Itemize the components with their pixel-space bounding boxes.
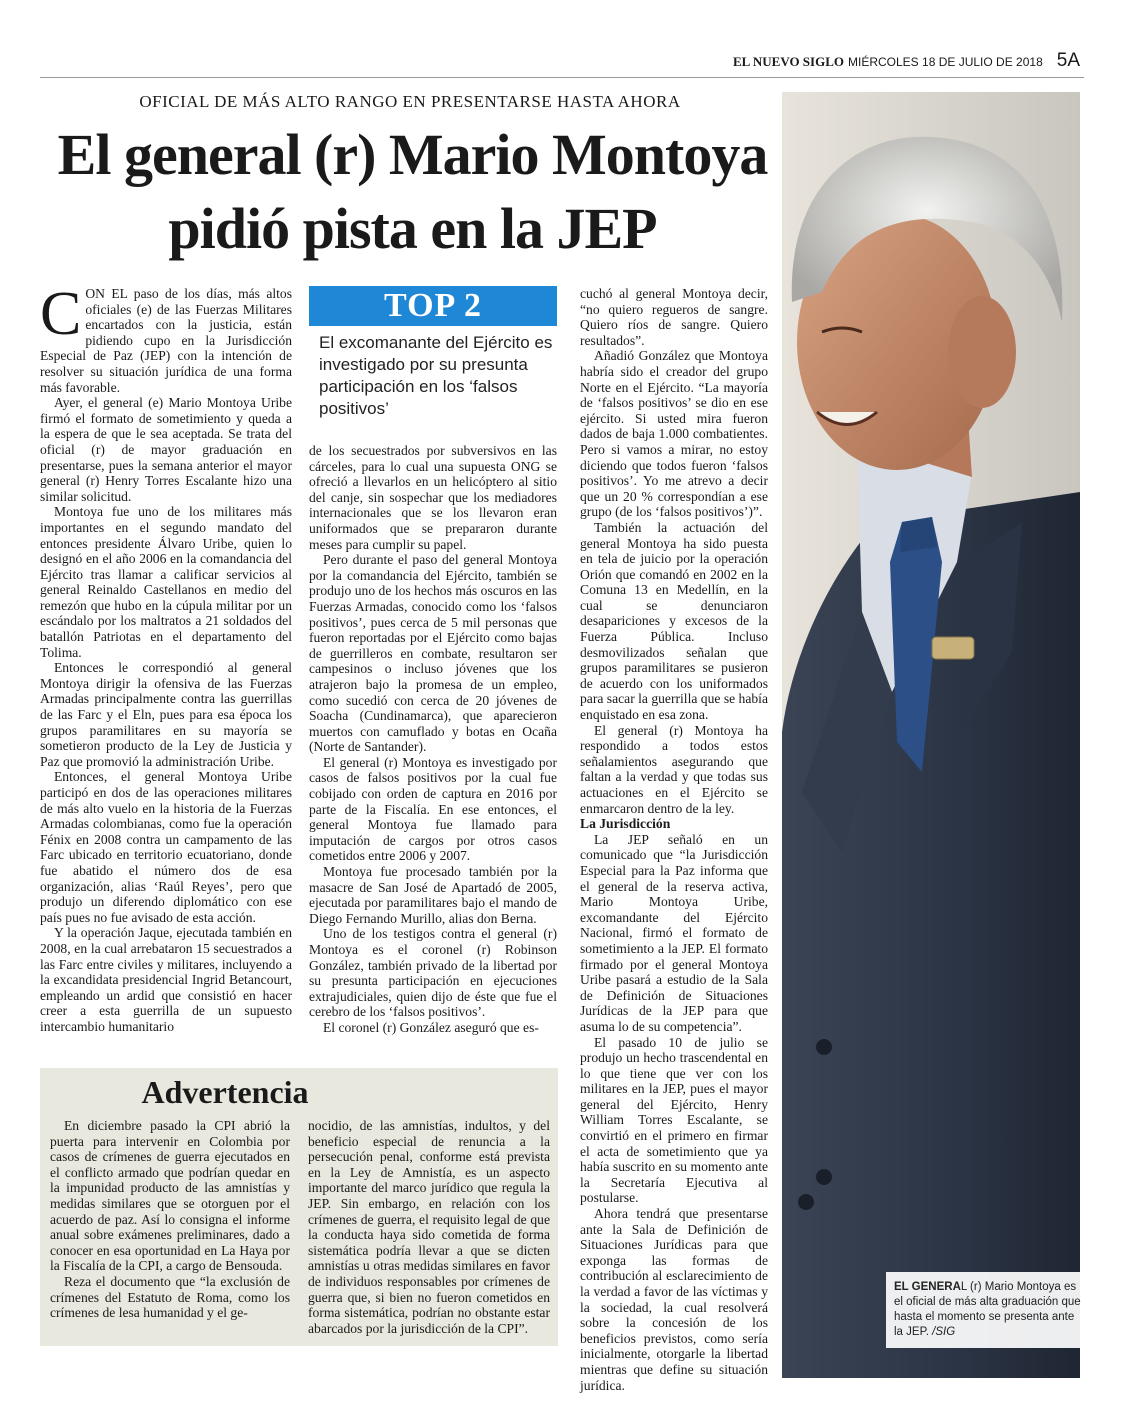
paragraph: Entonces, el general Montoya Uribe participó en dos de las operaciones militares de más alto vuelo en la historia de la Fuerzas Armadas colombianas, como fue la operación Fénix en 2008 contra un campamento de las Farc ubicado en territorio ecuatoriano, donde fue abatido el número dos de esa organización, alias ‘Raúl Reyes’, pero que produjo un diferendo diplomático con ese país pues no fue avisado de esta acción. bbox=[40, 769, 292, 925]
paragraph: Ayer, el general (e) Mario Montoya Uribe firmó el formato de sometimiento y queda a la espera de que le sea aceptada. Se trata del oficial (r) de mayor graduación en presentarse, pues la semana anterior el mayor general (r) Henry Torres Escalante hizo una similar solicitud. bbox=[40, 395, 292, 504]
article-column-2 bbox=[309, 443, 557, 1036]
paragraph: Montoya fue procesado también por la masacre de San José de Apartadó de 2005, ejecutada por paramilitares bajo el mando de Diego Fernando Murillo, alias don Berna. bbox=[309, 864, 557, 926]
paragraph: El general (r) Montoya es investigado por casos de falsos positivos por la cual fue cobijado con orden de captura en 2016 por parte de la Fiscalía. En ese entonces, el general Montoya fue llamado para imputación de cargos por otros casos cometidos entre 2006 y 2007. bbox=[309, 754, 557, 864]
photo-caption bbox=[886, 1272, 1092, 1348]
paragraph: El pasado 10 de julio se produjo un hecho trascendental en lo que tiene que ver con los militares en la JEP, pues el mayor general del Ejército, Henry William Torres Escalante, se convirtió en el primero en firmar el acta de sometimiento que ya había suscrito en su momento ante la Secretaría Ejecutiva al postularse. bbox=[580, 1034, 768, 1206]
article-headline bbox=[40, 118, 785, 266]
paragraph: Y la operación Jaque, ejecutada también en 2008, en la cual arrebataron 15 secuestrados a las Farc entre civiles y militares, incluyendo a la excandidata presidencial Ingrid Betancourt, empleando un ardid que consistió en hacer creer a esta guerrilla de un supuesto intercambio humanitario bbox=[40, 925, 292, 1034]
header-divider bbox=[40, 77, 1084, 78]
paragraph: CON EL paso de los días, más altos oficiales (e) de las Fuerzas Militares encartados con la justicia, están pidiendo cupo en la Jurisdicción Especial de Paz (JEP) con la intención de resolver su situación jurídica de una forma más favorable. bbox=[40, 280, 292, 395]
article-kicker: OFICIAL DE MÁS ALTO RANGO EN PRESENTARSE HASTA AHORA bbox=[139, 92, 681, 111]
headline-line-1: El general (r) Mario Montoya bbox=[57, 122, 768, 187]
paragraph: El coronel (r) González aseguró que es- bbox=[323, 1019, 539, 1035]
paragraph: nocidio, de las amnistías, indultos, y del beneficio especial de renuncia a la persecución penal, conforme está prevista en la Ley de Amnistía, es un aspecto importante del marco jurídico que regula la JEP. Sin embargo, en relación con los crímenes de guerra, el requisito legal de que la conducta haya sido cometida de forma sistemática podría llevar a que se dicten amnistías u otras medidas similares en favor de individuos responsables por crímenes de guerra que, si bien no fueron cometidos en forma sistemática, podrían no obstante estar abarcados por la jurisdicción de la CPI”. bbox=[308, 1118, 550, 1336]
masthead bbox=[733, 50, 1080, 72]
caption-credit: /SIG bbox=[932, 1326, 956, 1338]
general-portrait-photo bbox=[782, 92, 1080, 1378]
section-subhead: La Jurisdicción bbox=[580, 816, 671, 832]
paragraph: El general (r) Montoya ha respondido a todos estos señalamientos asegurando que faltan a la verdad y que todas sus actuaciones en el Ejército se enmarcaron dentro de la ley. bbox=[580, 722, 768, 816]
paragraph: Ahora tendrá que presentarse ante la Sala de Definición de Situaciones Jurídicas para que exponga las formas de contribución al esclarecimiento de la verdad a favor de las víctimas y la sociedad, la cual resolverá sobre la concesión de los beneficios previstos, como sería inicialmente, otorgarle la libertad mientras que define su situación jurídica. bbox=[580, 1206, 768, 1393]
advertencia-column-1 bbox=[50, 1118, 290, 1321]
top2-text: El excomanante del Ejército es investigado por su presunta participación en los ‘falsos positivos’ bbox=[319, 333, 553, 418]
paragraph: Montoya fue uno de los militares más importantes en el segundo mandato del entonces presidente Álvaro Uribe, quien lo designó en el año 2006 en la comandancia del Ejército tras llamar a calificar servicios al general Reinaldo Castellanos en medio del remezón que hubo en la cúpula militar por un escándalo por los maltratos a 21 soldados del batallón Patriotas en el departamento del Tolima. bbox=[40, 504, 292, 660]
newspaper-name: EL NUEVO SIGLO bbox=[733, 54, 844, 69]
caption-text: L (r) Mario Montoya es el oficial de más alta graduación que hasta el momento se presenta ante la JEP. bbox=[894, 1281, 1081, 1338]
paragraph: Pero durante el paso del general Montoya por la comandancia del Ejército, también se produjo uno de los hechos más oscuros en las Fuerzas Armadas, conocido como los ‘falsos positivos’, pues cerca de 5 mil personas que fueron reportadas por el Ejército como bajas de guerrilleros en combate, resultaron ser campesinos o incluso jóvenes que los atrajeron bajo la promesa de un empleo, como sucedió con cerca de 20 jóvenes de Soacha (Cundinamarca), que aparecieron muertos con camuflado y botas en Ocaña (Norte de Santander). bbox=[309, 552, 557, 755]
paragraph: En diciembre pasado la CPI abrió la puerta para intervenir en Colombia por casos de crímenes de guerra ejecutados en el conflicto armado que podrían quedar en la impunidad producto de las amnistías y medidas similares que se otorguen por el acuerdo de paz. Así lo consigna el informe anual sobre exámenes preliminares, dado a conocer en esa oportunidad en La Haya por la Fiscalía de la CPI, a cargo de Bensouda. bbox=[50, 1118, 290, 1274]
paragraph: Uno de los testigos contra el general (r) Montoya es el coronel (r) Robinson González, también privado de la libertad por su presunta participación en ejecuciones extrajudiciales, quien dijo de éste que fue el cerebro de los ‘falsos positivos’. bbox=[309, 926, 557, 1020]
paragraph: cuchó al general Montoya decir, “no quiero regueros de sangre. Quiero ríos de sangre. Quiero resultados”. bbox=[580, 286, 768, 348]
article-column-3 bbox=[580, 286, 768, 1393]
caption-lead: EL GENERA bbox=[894, 1281, 961, 1293]
paragraph: Añadió González que Montoya habría sido el creador del grupo Norte en el Ejército. “La mayoría de ‘falsos positivos’ se dio en ese ejército. Si usted mira fueron dados de baja 1.000 combatientes. Pero si vamos a mirar, no estoy diciendo que todos fueron ‘falsos positivos’. Yo me atrevo a decir que un 20 % correspondían a ese grupo (de los ‘falsos positivos’)”. bbox=[580, 348, 768, 520]
advertencia-title: Advertencia bbox=[141, 1074, 309, 1110]
top2-label: TOP 2 bbox=[309, 286, 557, 326]
top2-callout bbox=[309, 286, 557, 420]
page-number: 5A bbox=[1056, 50, 1080, 71]
paragraph: La JEP señaló en un comunicado que “la Jurisdicción Especial para la Paz informa que el general de la reserva activa, Mario Montoya Uribe, excomandante del Ejército Nacional, firmó el formato de sometimiento a la JEP. El formato firmado por el general Montoya Uribe pasará a estudio de la Sala de Definición de Situaciones Jurídicas de la JEP para que asuma lo de su competencia”. bbox=[580, 831, 768, 1034]
paragraph: También la actuación del general Montoya ha sido puesta en tela de juicio por la operación Orión que comandó en 2002 en la Comuna 13 en Medellín, en la cual se denunciaron desapariciones y excesos de la Fuerza Pública. Incluso desmovilizados señalan que grupos paramilitares se pusieron de acuerdo con los uniformados para sacar la guerrilla que se había enquistado en esa zona. bbox=[580, 519, 768, 723]
paragraph: de los secuestrados por subversivos en las cárceles, para lo cual una supuesta ONG se ofreció a llevarlos en un helicóptero al sitio del canje, sin sospechar que los mediadores internacionales que se los llevaron eran uniformados que se prepararon durante meses para cumplir su papel. bbox=[309, 443, 557, 552]
headline-line-2: pidió pista en la JEP bbox=[168, 196, 657, 261]
article-column-1 bbox=[40, 280, 292, 1035]
drop-cap: C bbox=[40, 280, 82, 348]
paragraph: Entonces le correspondió al general Montoya dirigir la ofensiva de las Fuerzas Armadas principalmente contra las guerrillas de las Farc y el Eln, pues para esa época los grupos paramilitares en su mayoría se sometieron producto de la Ley de Justicia y Paz que promovió la administración Uribe. bbox=[40, 660, 292, 769]
issue-date: MIÉRCOLES 18 DE JULIO DE 2018 bbox=[848, 55, 1043, 69]
advertencia-column-2 bbox=[308, 1118, 550, 1336]
paragraph: Reza el documento que “la exclusión de crímenes del Estatuto de Roma, como los crímenes de lesa humanidad y el ge- bbox=[50, 1273, 290, 1321]
